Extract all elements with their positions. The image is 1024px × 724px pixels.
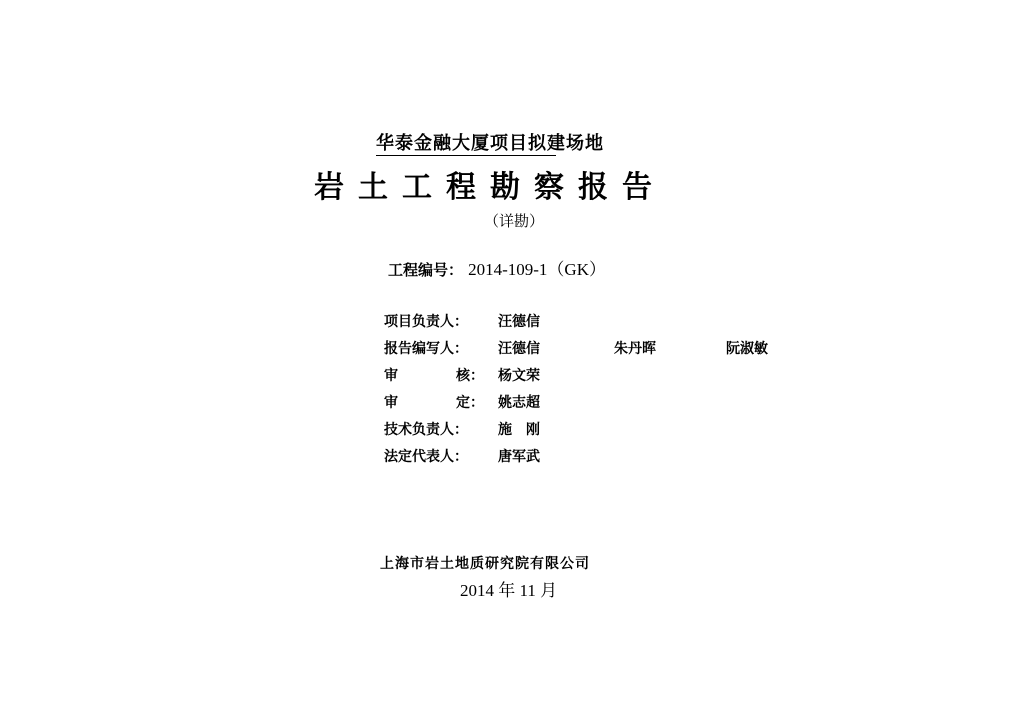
staff-name: 朱丹晖 <box>614 341 656 357</box>
staff-role <box>384 393 484 413</box>
staff-name: 汪德信 <box>498 314 540 330</box>
project-name-text: 华泰金融大厦项目拟建场地 <box>376 133 604 154</box>
staff-name: 唐军武 <box>498 449 540 465</box>
staff-role-part: 审 <box>384 368 398 384</box>
staff-name: 汪德信 <box>498 341 540 357</box>
staff-role <box>384 366 484 386</box>
report-subtitle: （详勘） <box>484 212 545 230</box>
staff-role-part: 审 <box>384 395 398 411</box>
staff-role-part: 核： <box>456 368 484 384</box>
project-name <box>376 134 646 154</box>
staff-role: 技术负责人： <box>384 422 468 438</box>
staff-role: 报告编写人： <box>384 341 468 357</box>
project-number-value: 2014-109-1（GK） <box>468 260 606 279</box>
staff-name: 杨文荣 <box>498 368 540 384</box>
staff-role: 法定代表人： <box>384 449 468 465</box>
project-name-underline <box>376 155 556 156</box>
project-number-label: 工程编号： <box>388 261 464 279</box>
project-number <box>388 259 606 281</box>
report-date: 2014 年 11 月 <box>460 581 558 600</box>
staff-name: 阮淑敏 <box>726 341 768 357</box>
staff-name: 姚志超 <box>498 395 540 411</box>
company-name: 上海市岩土地质研究院有限公司 <box>380 556 590 572</box>
staff-role: 项目负责人： <box>384 314 468 330</box>
report-title: 岩土工程勘察报告 <box>314 170 666 205</box>
staff-name: 施 刚 <box>498 422 540 438</box>
staff-role-part: 定： <box>456 395 484 411</box>
